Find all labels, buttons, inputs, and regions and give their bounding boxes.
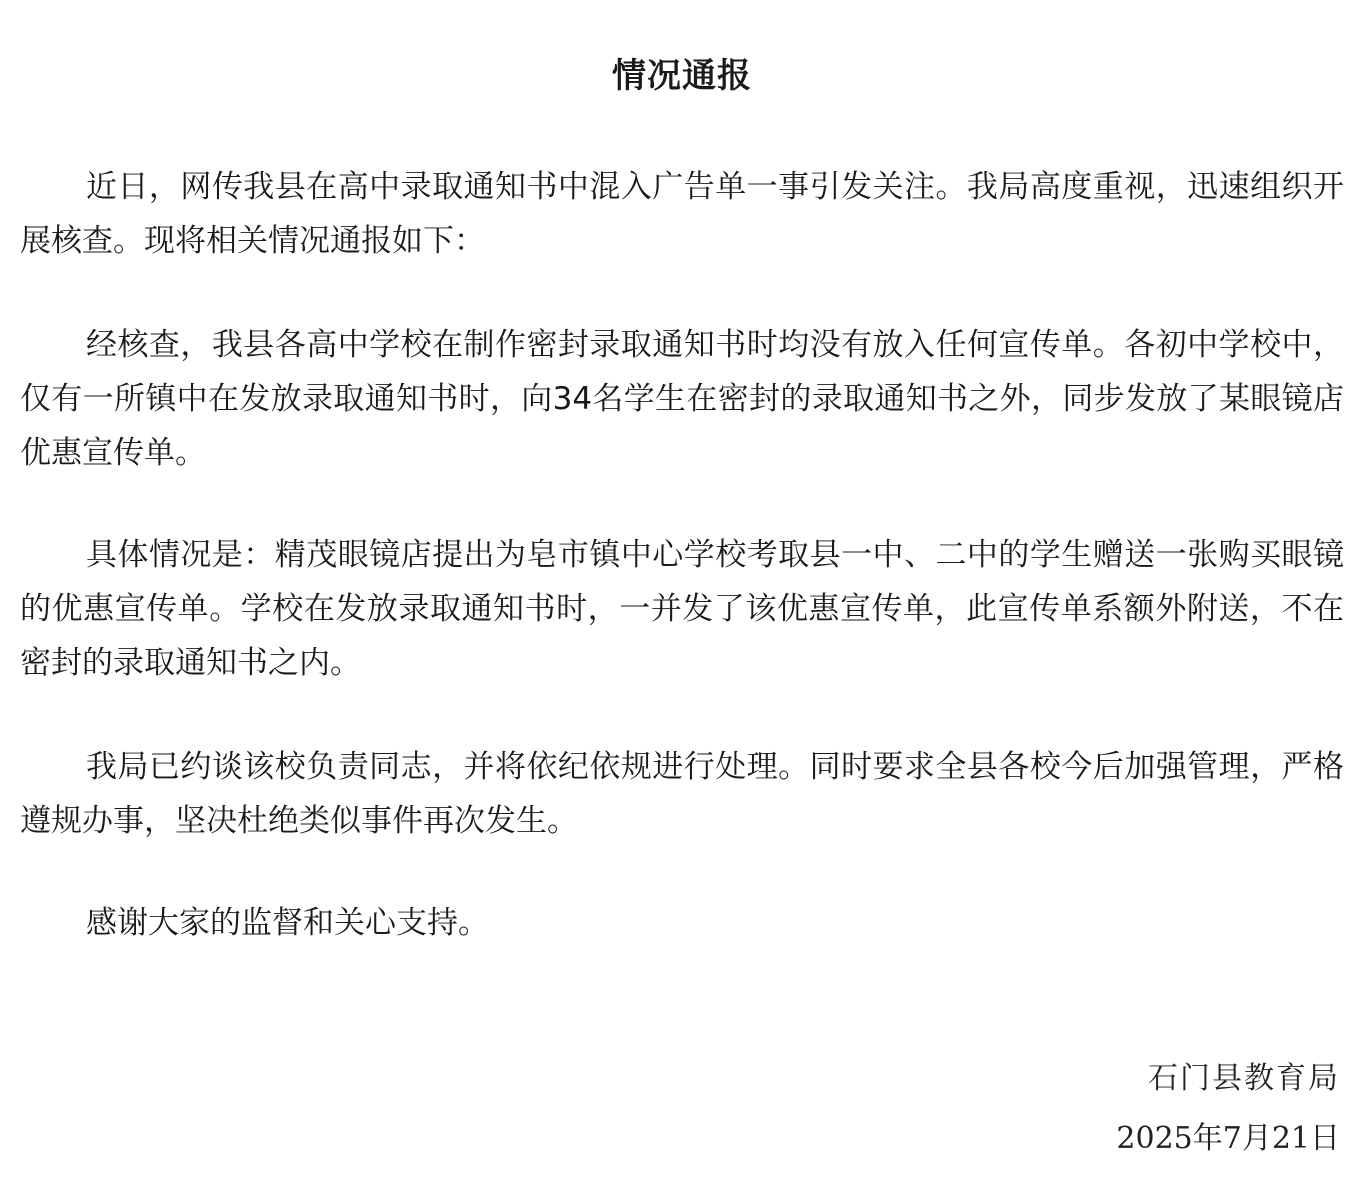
- notice-paragraph-5: 感谢大家的监督和关心支持。: [86, 905, 489, 941]
- notice-paragraph-4: 我局已约谈该校负责同志，并将依纪依规进行处理。同时要求全县各校今后加强管理，严格遵规办事，坚决杜绝类似事件再次发生。: [20, 749, 1344, 839]
- notice-title: 情况通报: [612, 56, 752, 96]
- signature-date: 2025年7月21日: [1116, 1121, 1340, 1156]
- signature-organization: 石门县教育局: [1148, 1061, 1340, 1096]
- notice-paragraph-2: 经核查，我县各高中学校在制作密封录取通知书时均没有放入任何宣传单。各初中学校中，仅有一所镇中在发放录取通知书时，向34名学生在密封的录取通知书之外，同步发放了某眼镜店优惠宣传单。: [20, 327, 1344, 471]
- notice-paragraph-3: 具体情况是：精茂眼镜店提出为皂市镇中心学校考取县一中、二中的学生赠送一张购买眼镜的优惠宣传单。学校在发放录取通知书时，一并发了该优惠宣传单，此宣传单系额外附送，不在密封的录取通知书之内。: [20, 537, 1344, 681]
- notice-paragraph-1: 近日，网传我县在高中录取通知书中混入广告单一事引发关注。我局高度重视，迅速组织开展核查。现将相关情况通报如下：: [20, 169, 1344, 259]
